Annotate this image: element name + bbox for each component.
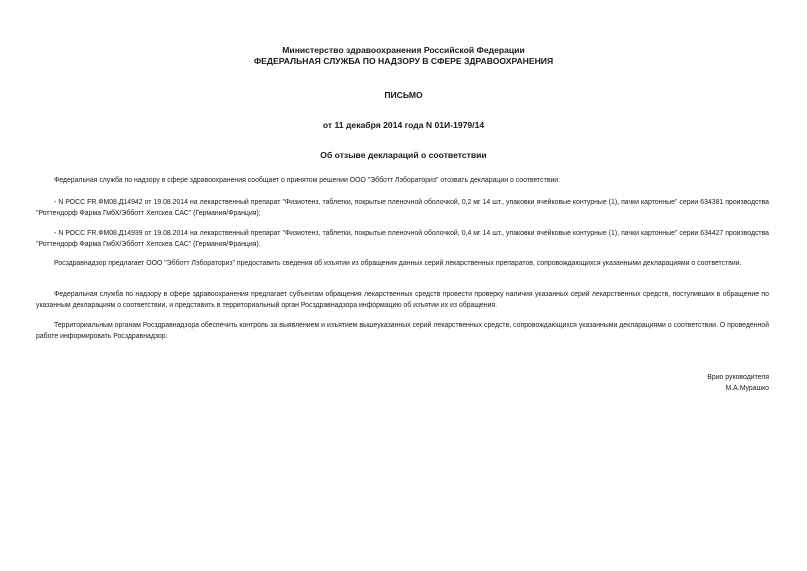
- paragraph-request-subjects: Федеральная служба по надзору в сфере здравоохранения предлагает субъектам обращения лекарственных средств провести проверку наличия указанных серий лекарственных средств, поступивших в обращение по указанным декларациям о соответствии, и представить в территориальный орган Росздравнадзора информацию об изъятии их из обращения.: [36, 291, 769, 309]
- paragraph-intro: Федеральная служба по надзору в сфере здравоохранения сообщает о принятом решении ООО "Эбботт Лэбораториз" отозвать декларации о соответствии:: [54, 177, 561, 184]
- service-name: ФЕДЕРАЛЬНАЯ СЛУЖБА ПО НАДЗОРУ В СФЕРЕ ЗДРАВООХРАНЕНИЯ: [253, 56, 554, 66]
- document-header: [0, 45, 807, 67]
- signatory-position: Врио руководителя: [707, 374, 769, 381]
- signatory-name: М.А.Мурашко: [725, 384, 769, 392]
- ministry-name: Министерство здравоохранения Российской Федерации: [282, 45, 525, 55]
- paragraph-request-manufacturer: Росздравнадзор предлагает ООО "Эбботт Лэбораториз" предоставить сведения об изъятии из обращения данных серий лекарственных препаратов, сопровождающихся указанными декларациями о соответствии.: [54, 260, 742, 267]
- signature-block: [707, 373, 769, 395]
- paragraph-declaration-2: - N РОСС FR.ФМ08.Д14939 от 19.08.2014 на лекарственный препарат "Физиотенз, таблетки, покрытые пленочной оболочкой, 0,4 мг 14 шт., упаковки ячейковые контурные (1), пачки картонные" серии 634427 производства "Роттендорф Фарма ГмбХ/Эбботт Хелскеа САС" (Германия/Франция).: [36, 230, 769, 248]
- paragraph-territorial-bodies: Территориальным органам Росздравнадзора обеспечить контроль за выявлением и изъятием вышеуказанных серий лекарственных средств, сопровождающихся указанными декларациями о соответствии. О проведенной работе информировать Росздравнадзор.: [36, 322, 769, 340]
- paragraph-declaration-1: - N РОСС FR.ФМ08.Д14942 от 19.08.2014 на лекарственный препарат "Физиотенз, таблетки, покрытые пленочной оболочкой, 0,2 мг 14 шт., упаковки ячейковые контурные (1), пачки картонные" серии 634381 производства "Роттендорф Фарма ГмбХ/Эбботт Хелскеа САС" (Германия/Франция);: [36, 199, 769, 217]
- document-date-number: от 11 декабря 2014 года N 01И-1979/14: [322, 120, 485, 130]
- document-subject: Об отзыве деклараций о соответствии: [320, 150, 487, 160]
- document-type: ПИСЬМО: [384, 90, 423, 100]
